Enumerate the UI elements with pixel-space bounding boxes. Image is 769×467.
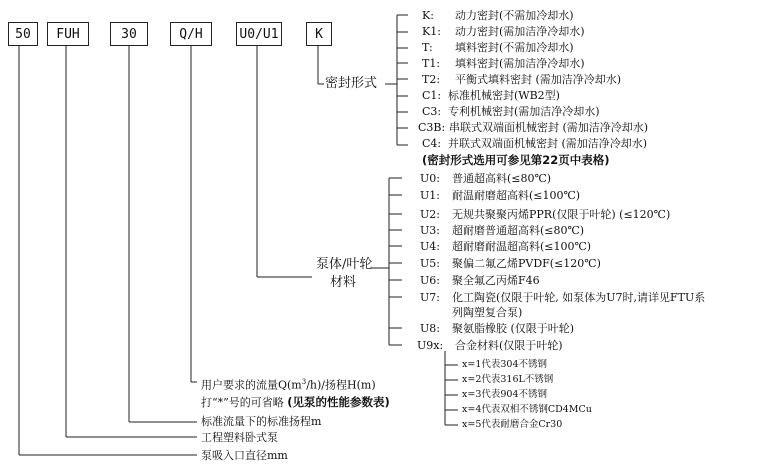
alloy-item: x=1代表304不锈钢 [462,359,547,370]
flow-unit-superscript: 3 [301,378,307,386]
seal-code: C3: [422,105,442,118]
inlet-diameter-label: 泵吸入口直径mm [201,449,288,462]
seal-desc: 填料密封(不需加冷却水) [455,41,574,54]
alloy-item: x=4代表双相不锈钢CD4MCu [462,404,592,415]
material-desc: 聚氨脂橡胶 (仅限于叶轮) [452,322,575,335]
material-desc: 超耐磨普通超高料(≤80℃) [452,224,585,237]
alloy-item: x=2代表316L不锈钢 [462,374,554,385]
seal-desc: 并联式双端面机械密封 (需加洁净冷却水) [448,137,648,150]
code-box-seal: K [306,22,332,46]
code-box-flow-head: Q/H [170,22,212,46]
material-code: U0: [420,172,440,185]
material-desc: 无规共聚聚丙烯PPR(仅限于叶轮) (≤120℃) [452,208,671,221]
material-code: U3: [420,224,440,237]
flow-head-prefix: 用户要求的流量Q(m [201,378,302,392]
material-desc: 化工陶瓷(仅限于叶轮, 如泵体为U7时,请详见FTU系 [452,291,706,304]
standard-head-label: 标准流量下的标准扬程m [201,415,322,428]
material-code: U1: [420,189,440,202]
flow-head-suffix: /h)/扬程H(m) [306,378,376,392]
seal-code: T1: [422,57,441,70]
seal-code: T2: [422,73,441,86]
material-desc: 耐温耐磨超高料(≤100℃) [452,189,581,202]
material-label-line1: 泵体/叶轮 [316,257,373,272]
seal-code: C1: [422,89,442,102]
performance-table-reference: (见泵的性能参数表) [287,395,390,409]
material-code: U4: [420,240,440,253]
alloy-item: x=5代表耐磨合金Cr30 [462,419,563,430]
omit-note-text: 打“*”号的可省略 [201,396,284,409]
seal-desc: 标准机械密封(WB2型) [448,89,560,102]
material-code: U5: [420,257,440,270]
seal-code: T: [422,41,433,54]
material-desc: 聚全氟乙丙烯F46 [452,274,540,287]
pump-type-label: 工程塑料卧式泵 [201,431,278,444]
material-code: U9x: [417,339,444,352]
seal-desc: 动力密封(不需加冷却水) [455,9,574,22]
alloy-item: x=3代表904不锈钢 [462,389,547,400]
omit-note [201,396,390,409]
material-desc: 聚偏二氟乙烯PVDF(≤120℃) [452,257,601,270]
material-code: U6: [420,274,440,287]
seal-type-label: 密封形式 [325,76,378,91]
material-label-line2: 材料 [330,275,357,290]
seal-selection-note: (密封形式选用可参见第22页中表格) [422,153,610,167]
material-desc-continued: 列陶塑复合泵) [452,306,523,319]
code-box-pump-type: FUH [47,22,89,46]
seal-code: C3B: [418,121,446,134]
seal-desc: 平衡式填料密封 (需加洁净冷却水) [455,73,622,86]
seal-desc: 填料密封(需加洁净冷却水) [455,57,585,70]
material-code: U2: [420,208,440,221]
material-desc: 普通超高料(≤80℃) [452,172,552,185]
material-desc: 合金材料(仅限于叶轮) [455,339,563,352]
material-desc: 超耐磨耐温超高料(≤100℃) [452,240,592,253]
material-code: U7: [420,291,440,304]
material-code: U8: [420,322,440,335]
code-box-head: 30 [110,22,148,46]
seal-desc: 动力密封(需加洁净冷却水) [455,25,585,38]
seal-desc: 串联式双端面机械密封 (需加洁净冷却水) [449,121,649,134]
code-box-diameter: 50 [8,22,38,46]
seal-desc: 专利机械密封(需加洁净冷却水) [448,105,600,118]
seal-code: C4: [422,137,442,150]
seal-code: K1: [422,25,441,38]
code-box-material: U0/U1 [236,22,282,46]
seal-code: K: [422,9,434,22]
flow-head-label [201,376,376,392]
